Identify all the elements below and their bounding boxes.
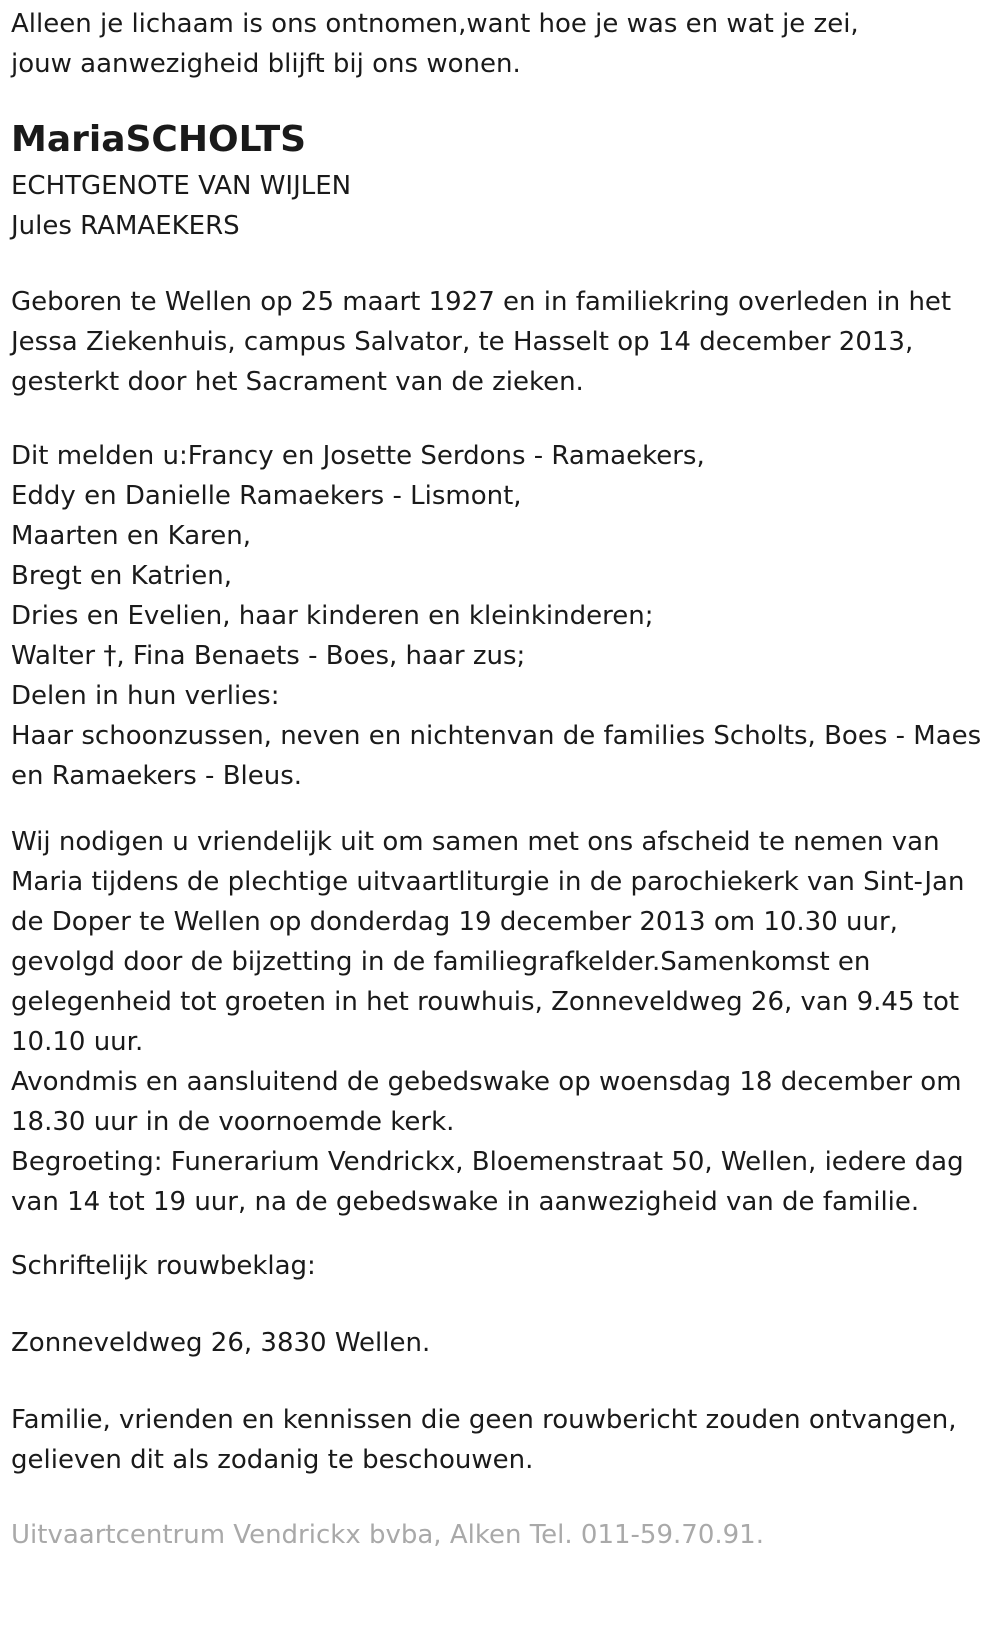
spouse-name: Jules RAMAEKERS <box>11 211 240 241</box>
paragraph-line: Geboren te Wellen op 25 maart 1927 en in familiekring overleden in het <box>11 287 952 317</box>
funeral-home-info: Uitvaartcentrum Vendrickx bvba, Alken Tel. 011-59.70.91. <box>11 1520 764 1550</box>
deceased-name: MariaSCHOLTS <box>11 119 307 160</box>
paragraph-line: Walter †, Fina Benaets - Boes, haar zus; <box>11 641 526 671</box>
condolence-address: Zonneveldweg 26, 3830 Wellen. <box>11 1328 431 1358</box>
birth-death-paragraph <box>11 282 951 402</box>
condolence-label: Schriftelijk rouwbeklag: <box>11 1251 316 1281</box>
poem <box>11 4 859 84</box>
paragraph-line: gesterkt door het Sacrament van de zieken. <box>11 367 584 397</box>
relation-block <box>11 166 351 246</box>
paragraph-line: Familie, vrienden en kennissen die geen rouwbericht zouden ontvangen, <box>11 1405 957 1435</box>
paragraph-line: Dit melden u:Francy en Josette Serdons - Ramaekers, <box>11 441 705 471</box>
paragraph-line: gelieven dit als zodanig te beschouwen. <box>11 1445 534 1475</box>
paragraph-line: de Doper te Wellen op donderdag 19 december 2013 om 10.30 uur, <box>11 907 898 937</box>
paragraph-line: Avondmis en aansluitend de gebedswake op woensdag 18 december om <box>11 1067 962 1097</box>
notice-paragraph <box>11 1400 956 1480</box>
paragraph-line: 10.10 uur. <box>11 1027 144 1057</box>
condolence-address-block <box>11 1323 430 1363</box>
paragraph-line: Eddy en Danielle Ramaekers - Lismont, <box>11 481 522 511</box>
paragraph-line: Haar schoonzussen, neven en nichtenvan de families Scholts, Boes - Maes <box>11 721 982 751</box>
paragraph-line: Begroeting: Funerarium Vendrickx, Bloemenstraat 50, Wellen, iedere dag <box>11 1147 964 1177</box>
condolence-label-block <box>11 1246 316 1286</box>
paragraph-line: gelegenheid tot groeten in het rouwhuis, Zonneveldweg 26, van 9.45 tot <box>11 987 960 1017</box>
paragraph-line: gevolgd door de bijzetting in de familiegrafkelder.Samenkomst en <box>11 947 871 977</box>
paragraph-line: Bregt en Katrien, <box>11 561 233 591</box>
paragraph-line: 18.30 uur in de voornoemde kerk. <box>11 1107 455 1137</box>
footer <box>11 1515 764 1555</box>
poem-line: jouw aanwezigheid blijft bij ons wonen. <box>11 49 521 79</box>
poem-line: Alleen je lichaam is ons ontnomen,want hoe je was en wat je zei, <box>11 9 859 39</box>
relation-title: ECHTGENOTE VAN WIJLEN <box>11 171 352 201</box>
ceremony-paragraph <box>11 822 964 1222</box>
paragraph-line: Wij nodigen u vriendelijk uit om samen met ons afscheid te nemen van <box>11 827 940 857</box>
paragraph-line: Dries en Evelien, haar kinderen en kleinkinderen; <box>11 601 654 631</box>
paragraph-line: Maria tijdens de plechtige uitvaartliturgie in de parochiekerk van Sint-Jan <box>11 867 965 897</box>
family-paragraph <box>11 436 981 796</box>
paragraph-line: en Ramaekers - Bleus. <box>11 761 303 791</box>
paragraph-line: Jessa Ziekenhuis, campus Salvator, te Hasselt op 14 december 2013, <box>11 327 914 357</box>
paragraph-line: Delen in hun verlies: <box>11 681 280 711</box>
paragraph-line: Maarten en Karen, <box>11 521 252 551</box>
deceased-block <box>11 118 306 162</box>
paragraph-line: van 14 tot 19 uur, na de gebedswake in aanwezigheid van de familie. <box>11 1187 920 1217</box>
